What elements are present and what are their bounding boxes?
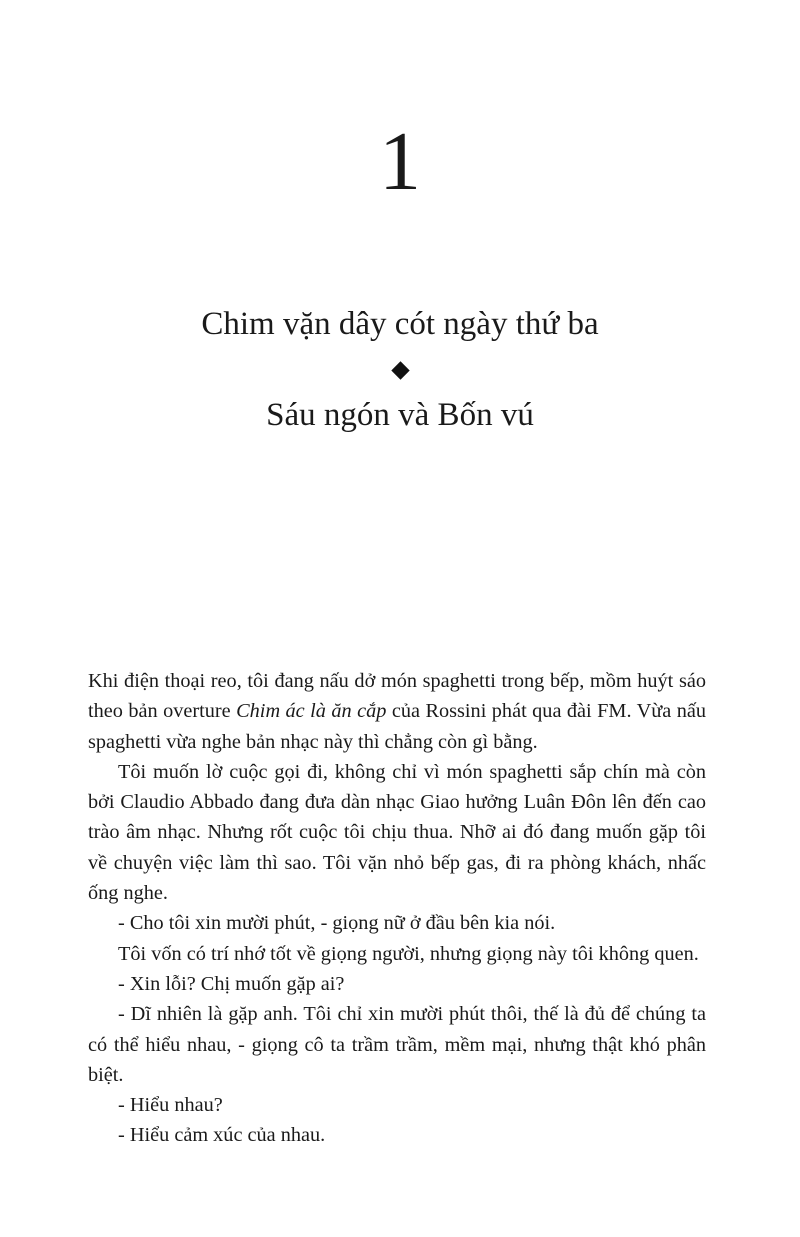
title-divider xyxy=(0,360,800,380)
chapter-number: 1 xyxy=(379,115,421,208)
paragraph-3: - Cho tôi xin mười phút, - giọng nữ ở đầu bên kia nói. xyxy=(118,912,556,935)
paragraph-5: - Xin lỗi? Chị muốn gặp ai? xyxy=(118,972,345,995)
paragraph-4: Tôi vốn có trí nhớ tốt về giọng người, nhưng giọng này tôi không quen. xyxy=(118,942,699,965)
chapter-title-line-1: Chim vặn dây cót ngày thứ ba xyxy=(201,306,599,342)
diamond-ornament-icon xyxy=(391,361,409,379)
paragraph-6: - Dĩ nhiên là gặp anh. Tôi chỉ xin mười phút thôi, thế là đủ để chúng ta có thể hiểu nhau, - giọng cô ta trầm trầm, mềm mại, nhưng thật khó phân biệt. xyxy=(88,1003,706,1086)
paragraph-2: Tôi muốn lờ cuộc gọi đi, không chỉ vì món spaghetti sắp chín mà còn bởi Claudio Abbado đang đưa dàn nhạc Giao hưởng Luân Đôn lên đến cao trào âm nhạc. Nhưng rốt cuộc tôi chịu thua. Nhỡ ai đó đang muốn gặp tôi về chuyện việc làm thì sao. Tôi vặn nhỏ bếp gas, đi ra phòng khách, nhấc ống nghe. xyxy=(88,760,706,905)
paragraph-1 xyxy=(88,666,706,757)
paragraph-1-text-a: Khi điện thoại reo, tôi đang nấu dở món spaghetti trong bếp, mồm huýt sáo theo bản overture xyxy=(88,670,706,723)
work-title-italic: Chim ác là ăn cắp xyxy=(236,700,387,723)
chapter-title-line-2: Sáu ngón và Bốn vú xyxy=(266,397,534,433)
paragraph-7: - Hiểu nhau? xyxy=(118,1094,223,1117)
paragraph-1-text-b: của Rossini phát qua đài FM. Vừa nấu spaghetti vừa nghe bản nhạc này thì chẳng còn gì bằng. xyxy=(88,700,706,753)
chapter-body xyxy=(88,666,706,1151)
paragraph-8: - Hiểu cảm xúc của nhau. xyxy=(118,1124,326,1147)
